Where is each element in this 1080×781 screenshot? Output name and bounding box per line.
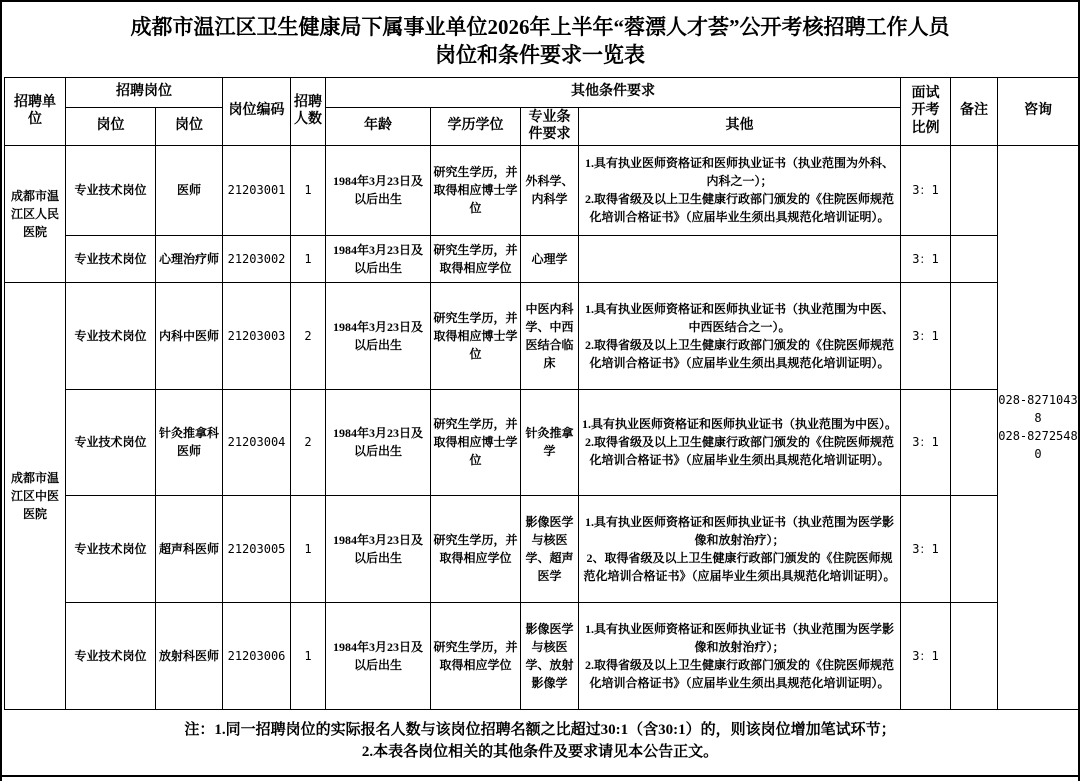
headcount-cell: 2 (291, 389, 326, 495)
remark-cell (951, 235, 998, 282)
table-row (5, 389, 1079, 495)
contact-phone: 028-82725480 (998, 429, 1078, 462)
headcount-cell: 1 (291, 235, 326, 282)
other-requirement-item: 2、取得省级及以上卫生健康行政部门颁发的《住院医师规范化培训合格证书》（应届毕业生须出具规范化培训证明）。 (583, 550, 896, 583)
other-requirement-item: 1.具有执业医师资格证和医师执业证书（执业范围为中医、中西医结合之一）。 (584, 301, 894, 334)
major-cell: 影像医学与核医学、放射影像学 (521, 602, 579, 709)
ratio-cell: 3：1 (901, 235, 951, 282)
age-cell: 1984年3月23日及以后出生 (326, 235, 431, 282)
degree-cell: 研究生学历，并取得相应博士学位 (431, 145, 521, 235)
remark-cell (951, 145, 998, 235)
major-cell: 影像医学与核医学、超声医学 (521, 495, 579, 602)
other-requirements-cell (579, 235, 901, 282)
table-row (5, 495, 1079, 602)
job-title-cell: 内科中医师 (156, 282, 223, 389)
other-requirements-cell (579, 602, 901, 709)
page-title (2, 13, 1078, 70)
degree-cell: 研究生学历，并取得相应博士学位 (431, 389, 521, 495)
major-cell: 心理学 (521, 235, 579, 282)
header-code: 岗位编码 (223, 77, 291, 145)
ratio-cell: 3：1 (901, 495, 951, 602)
unit-cell: 成都市温江区中医医院 (5, 282, 66, 709)
contact-phone: 028-82710438 (998, 393, 1078, 426)
major-cell: 外科学、内科学 (521, 145, 579, 235)
unit-cell: 成都市温江区人民医院 (5, 145, 66, 282)
job-title-cell: 超声科医师 (156, 495, 223, 602)
other-requirements-cell (579, 389, 901, 495)
job-title-cell: 心理治疗师 (156, 235, 223, 282)
footer-notes (2, 719, 1078, 764)
header-headcount: 招聘人数 (291, 77, 326, 145)
remark-cell (951, 602, 998, 709)
other-requirement-item: 2.取得省级及以上卫生健康行政部门颁发的《住院医师规范化培训合格证书》（应届毕业生须出具规范化培训证明）。 (584, 337, 894, 370)
remark-cell (951, 495, 998, 602)
other-requirements-cell (579, 282, 901, 389)
other-requirement-item: 1.具有执业医师资格证和医师执业证书（执业范围为中医）。 (581, 417, 897, 432)
other-requirements-cell (579, 495, 901, 602)
job-title-cell: 针灸推拿科医师 (156, 389, 223, 495)
ratio-cell: 3：1 (901, 145, 951, 235)
header-ratio: 面试开考比例 (901, 77, 951, 145)
other-requirement-item: 2.取得省级及以上卫生健康行政部门颁发的《住院医师规范化培训合格证书》（应届毕业生须出具规范化培训证明）。 (584, 192, 894, 225)
age-cell: 1984年3月23日及以后出生 (326, 495, 431, 602)
ratio-cell: 3：1 (901, 282, 951, 389)
job-code-cell: 21203004 (223, 389, 291, 495)
other-requirement-item: 2.取得省级及以上卫生健康行政部门颁发的《住院医师规范化培训合格证书》（应届毕业生须出具规范化培训证明）。 (584, 657, 894, 690)
table-row (5, 602, 1079, 709)
header-row-1 (5, 77, 1079, 107)
header-age: 年龄 (326, 107, 431, 145)
degree-cell: 研究生学历，并取得相应学位 (431, 602, 521, 709)
bottom-border-line (2, 775, 1078, 777)
footer-note-line1: 注：1.同一招聘岗位的实际报名人数与该岗位招聘名额之比超过30:1（含30:1）的，则该岗位增加笔试环节； (184, 721, 896, 738)
headcount-cell: 1 (291, 495, 326, 602)
header-job-group: 招聘岗位 (66, 77, 223, 107)
table-row (5, 282, 1079, 389)
remark-cell (951, 282, 998, 389)
category-cell: 专业技术岗位 (66, 495, 156, 602)
age-cell: 1984年3月23日及以后出生 (326, 602, 431, 709)
degree-cell: 研究生学历，并取得相应学位 (431, 495, 521, 602)
header-degree: 学历学位 (431, 107, 521, 145)
job-code-cell: 21203006 (223, 602, 291, 709)
job-code-cell: 21203005 (223, 495, 291, 602)
category-cell: 专业技术岗位 (66, 602, 156, 709)
major-cell: 针灸推拿学 (521, 389, 579, 495)
job-title-cell: 放射科医师 (156, 602, 223, 709)
job-code-cell: 21203003 (223, 282, 291, 389)
other-requirement-item: 1.具有执业医师资格证和医师执业证书（执业范围为医学影像和放射治疗）； (584, 514, 894, 547)
major-cell: 中医内科学、中西医结合临床 (521, 282, 579, 389)
degree-cell: 研究生学历，并取得相应博士学位 (431, 282, 521, 389)
contact-cell (998, 145, 1079, 709)
other-requirement-item: 1.具有执业医师资格证和医师执业证书（执业范围为医学影像和放射治疗）； (584, 621, 894, 654)
job-code-cell: 21203002 (223, 235, 291, 282)
header-major: 专业条件要求 (521, 107, 579, 145)
page-title-line1: 成都市温江区卫生健康局下属事业单位2026年上半年“蓉漂人才荟”公开考核招聘工作人员 (130, 15, 950, 39)
job-code-cell: 21203001 (223, 145, 291, 235)
category-cell: 专业技术岗位 (66, 282, 156, 389)
headcount-cell: 1 (291, 602, 326, 709)
recruitment-table (4, 77, 1079, 710)
category-cell: 专业技术岗位 (66, 235, 156, 282)
header-job-category: 岗位 (66, 107, 156, 145)
header-contact: 咨询 (998, 77, 1079, 145)
degree-cell: 研究生学历，并取得相应学位 (431, 235, 521, 282)
other-requirement-item: 2.取得省级及以上卫生健康行政部门颁发的《住院医师规范化培训合格证书》（应届毕业生须出具规范化培训证明）。 (584, 435, 894, 468)
remark-cell (951, 389, 998, 495)
header-job-title: 岗位 (156, 107, 223, 145)
header-other-group: 其他条件要求 (326, 77, 901, 107)
job-title-cell: 医师 (156, 145, 223, 235)
other-requirements-cell (579, 145, 901, 235)
headcount-cell: 2 (291, 282, 326, 389)
table-row (5, 235, 1079, 282)
age-cell: 1984年3月23日及以后出生 (326, 282, 431, 389)
table-row (5, 145, 1079, 235)
category-cell: 专业技术岗位 (66, 389, 156, 495)
headcount-cell: 1 (291, 145, 326, 235)
header-unit: 招聘单位 (5, 77, 66, 145)
page-title-line2: 岗位和条件要求一览表 (435, 43, 645, 68)
header-other: 其他 (579, 107, 901, 145)
ratio-cell: 3：1 (901, 602, 951, 709)
category-cell: 专业技术岗位 (66, 145, 156, 235)
ratio-cell: 3：1 (901, 389, 951, 495)
age-cell: 1984年3月23日及以后出生 (326, 389, 431, 495)
footer-note-line2: 2.本表各岗位相关的其他条件及要求请见本公告正文。 (361, 744, 719, 761)
header-remark: 备注 (951, 77, 998, 145)
age-cell: 1984年3月23日及以后出生 (326, 145, 431, 235)
other-requirement-item: 1.具有执业医师资格证和医师执业证书（执业范围为外科、内科之一）； (584, 156, 894, 189)
